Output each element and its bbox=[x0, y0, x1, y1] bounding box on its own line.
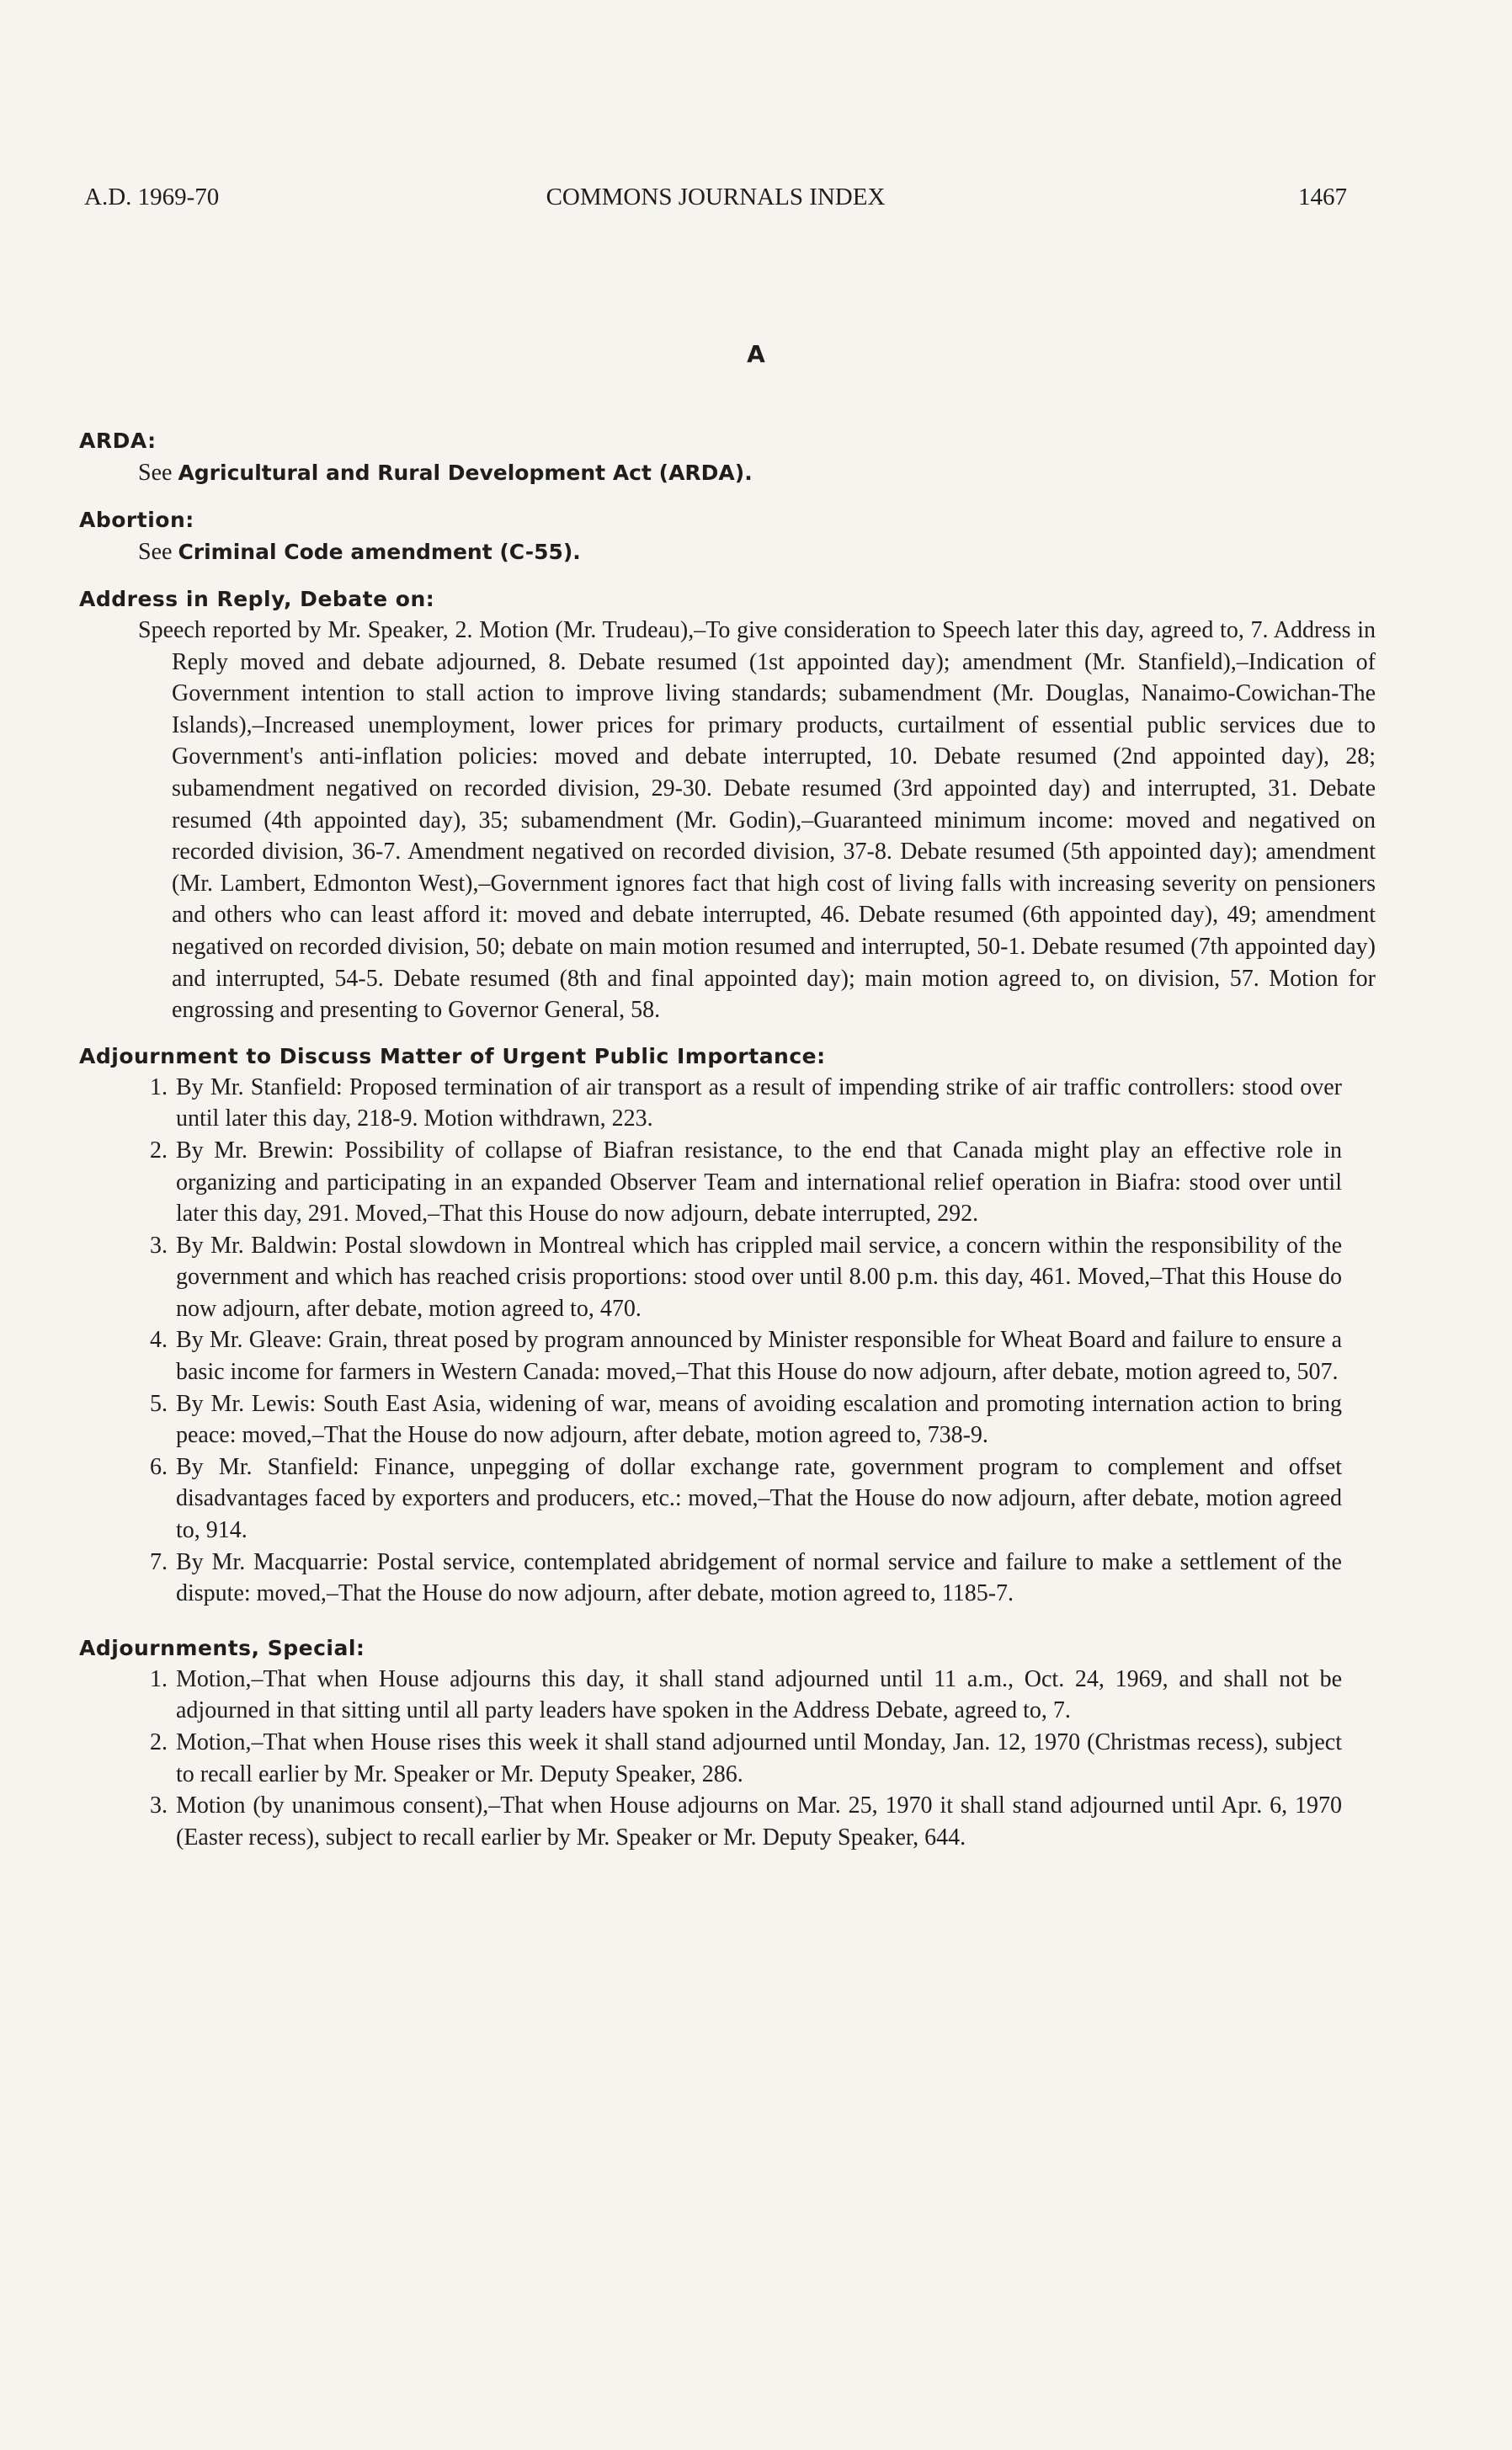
index-content bbox=[79, 426, 1376, 1853]
item-text: By Mr. Stanfield: Finance, unpegging of dollar exchange rate, government program to complement and offset disadvantages faced by exporters and producers, etc.: moved,–That the House do now adjourn, after debate, motion agreed to, 914. bbox=[176, 1453, 1342, 1544]
see-reference-target: Criminal Code amendment (C-55). bbox=[178, 540, 581, 564]
item-number: 1. bbox=[150, 1665, 168, 1692]
entry-heading: Address in Reply, Debate on: bbox=[79, 587, 435, 611]
see-prefix: See bbox=[138, 539, 173, 565]
item-number: 2. bbox=[150, 1729, 168, 1755]
item-text: Motion,–That when House rises this week it shall stand adjourned until Monday, Jan. 12, 1970 (Christmas recess), subject to recall earlier by Mr. Speaker or Mr. Deputy Speaker, 286. bbox=[176, 1729, 1342, 1787]
entry-text: Speech reported by Mr. Speaker, 2. Motion (Mr. Trudeau),–To give consideration to Speech later this day, agreed to, 7. Address in Reply moved and debate adjourned, 8. Debate resumed (1st appointed day); amendment (Mr. Stanfield),–Indication of Government intention to stall action to improve living standards; subamendment (Mr. Douglas, Nanaimo-Cowichan-The Islands),–Increased unemployment, lower prices for primary products, curtailment of essential public services due to Government's anti-inflation policies: moved and debate interrupted, 10. Debate resumed (2nd appointed day), 28; subamendment negatived on recorded division, 29-30. Debate resumed (3rd appointed day) and interrupted, 31. Debate resumed (4th appointed day), 35; subamendment (Mr. Godin),–Guaranteed minimum income: moved and negatived on recorded division, 36-7. Amendment negatived on recorded division, 37-8. Debate resumed (5th appointed day); amendment (Mr. Lambert, Edmonton West),–Government ignores fact that high cost of living falls with increasing severity on pensioners and others who can least afford it: moved and debate interrupted, 46. Debate resumed (6th appointed day), 49; amendment negatived on recorded division, 50; debate on main motion resumed and interrupted, 50-1. Debate resumed (7th appointed day) and interrupted, 54-5. Debate resumed (8th and final appointed day); main motion agreed to, on division, 57. Motion for engrossing and presenting to Governor General, 58. bbox=[138, 617, 1376, 1024]
see-reference bbox=[138, 535, 1342, 569]
numbered-list bbox=[79, 1072, 1342, 1610]
item-text: By Mr. Lewis: South East Asia, widening of war, means of avoiding escalation and promoting internation action to bring peace: moved,–That the House do now adjourn, after debate, motion agreed to, 738-9. bbox=[176, 1390, 1342, 1449]
item-text: Motion (by unanimous consent),–That when House adjourns on Mar. 25, 1970 it shall stand adjourned until Apr. 6, 1970 (Easter recess), subject to recall earlier by Mr. Speaker or Mr. Deputy Speaker, 644. bbox=[176, 1792, 1342, 1851]
item-text: By Mr. Stanfield: Proposed termination of air transport as a result of impending strike of air traffic controllers: stood over until later this day, 218-9. Motion withdrawn, 223. bbox=[176, 1073, 1342, 1132]
entry-adjournment-urgent bbox=[79, 1041, 1342, 1610]
item-number: 5. bbox=[150, 1390, 168, 1417]
item-text: By Mr. Baldwin: Postal slowdown in Montreal which has crippled mail service, a concern within the responsibility of the government and which has reached crisis proportions: stood over until 8.00 p.m. this day, 461. Moved,–That this House do now adjourn, after debate, motion agreed to, 470. bbox=[176, 1232, 1342, 1322]
item-number: 2. bbox=[150, 1137, 168, 1164]
section-letter: A bbox=[747, 340, 765, 368]
list-item bbox=[79, 1388, 1342, 1451]
entry-adjournments-special bbox=[79, 1633, 1342, 1854]
entry-heading: Abortion: bbox=[79, 508, 194, 532]
list-item bbox=[79, 1790, 1342, 1853]
list-item bbox=[79, 1727, 1342, 1790]
item-number: 3. bbox=[150, 1232, 168, 1259]
item-number: 6. bbox=[150, 1453, 168, 1480]
entry-arda bbox=[79, 426, 1342, 490]
item-number: 3. bbox=[150, 1792, 168, 1819]
list-item bbox=[79, 1451, 1342, 1547]
see-reference-target: Agricultural and Rural Development Act (ARDA). bbox=[178, 461, 753, 485]
page-number: 1467 bbox=[1298, 184, 1347, 210]
see-prefix: See bbox=[138, 460, 173, 486]
entry-heading: Adjournments, Special: bbox=[79, 1635, 365, 1660]
entry-address-in-reply bbox=[79, 584, 1376, 1026]
entry-heading: ARDA: bbox=[79, 429, 157, 453]
numbered-list bbox=[79, 1664, 1342, 1854]
item-number: 4. bbox=[150, 1327, 168, 1354]
item-text: By Mr. Gleave: Grain, threat posed by program announced by Minister responsible for Wheat Board and failure to ensure a basic income for farmers in Western Canada: moved,–That this House do now adjourn, after debate, motion agreed to, 507. bbox=[176, 1327, 1342, 1386]
entry-heading: Adjournment to Discuss Matter of Urgent Public Importance: bbox=[79, 1043, 826, 1068]
item-text: By Mr. Macquarrie: Postal service, contemplated abridgement of normal service and failure to make a settlement of the dispute: moved,–That the House do now adjourn, after debate, motion agreed to, 1185-7. bbox=[176, 1548, 1342, 1607]
list-item bbox=[79, 1324, 1342, 1387]
see-reference bbox=[138, 456, 1342, 490]
running-header bbox=[84, 184, 1347, 217]
list-item bbox=[79, 1230, 1342, 1325]
list-item bbox=[79, 1664, 1342, 1727]
item-number: 1. bbox=[150, 1073, 168, 1100]
header-title: COMMONS JOURNALS INDEX bbox=[546, 184, 886, 210]
entry-abortion bbox=[79, 505, 1342, 569]
item-number: 7. bbox=[150, 1548, 168, 1575]
item-text: Motion,–That when House adjourns this day, it shall stand adjourned until 11 a.m., Oct. 24, 1969, and shall not be adjourned in that sitting until all party leaders have spoken in the Address Debate, agreed to, 7. bbox=[176, 1665, 1342, 1724]
item-text: By Mr. Brewin: Possibility of collapse of Biafran resistance, to the end that Canada might play an effective role in organizing and participating in an expanded Observer Team and international relief operation in Biafra: stood over until later this day, 291. Moved,–That this House do now adjourn, debate interrupted, 292. bbox=[176, 1137, 1342, 1228]
header-year-range: A.D. 1969-70 bbox=[84, 184, 220, 210]
list-item bbox=[79, 1547, 1342, 1610]
list-item bbox=[79, 1135, 1342, 1230]
list-item bbox=[79, 1072, 1342, 1135]
